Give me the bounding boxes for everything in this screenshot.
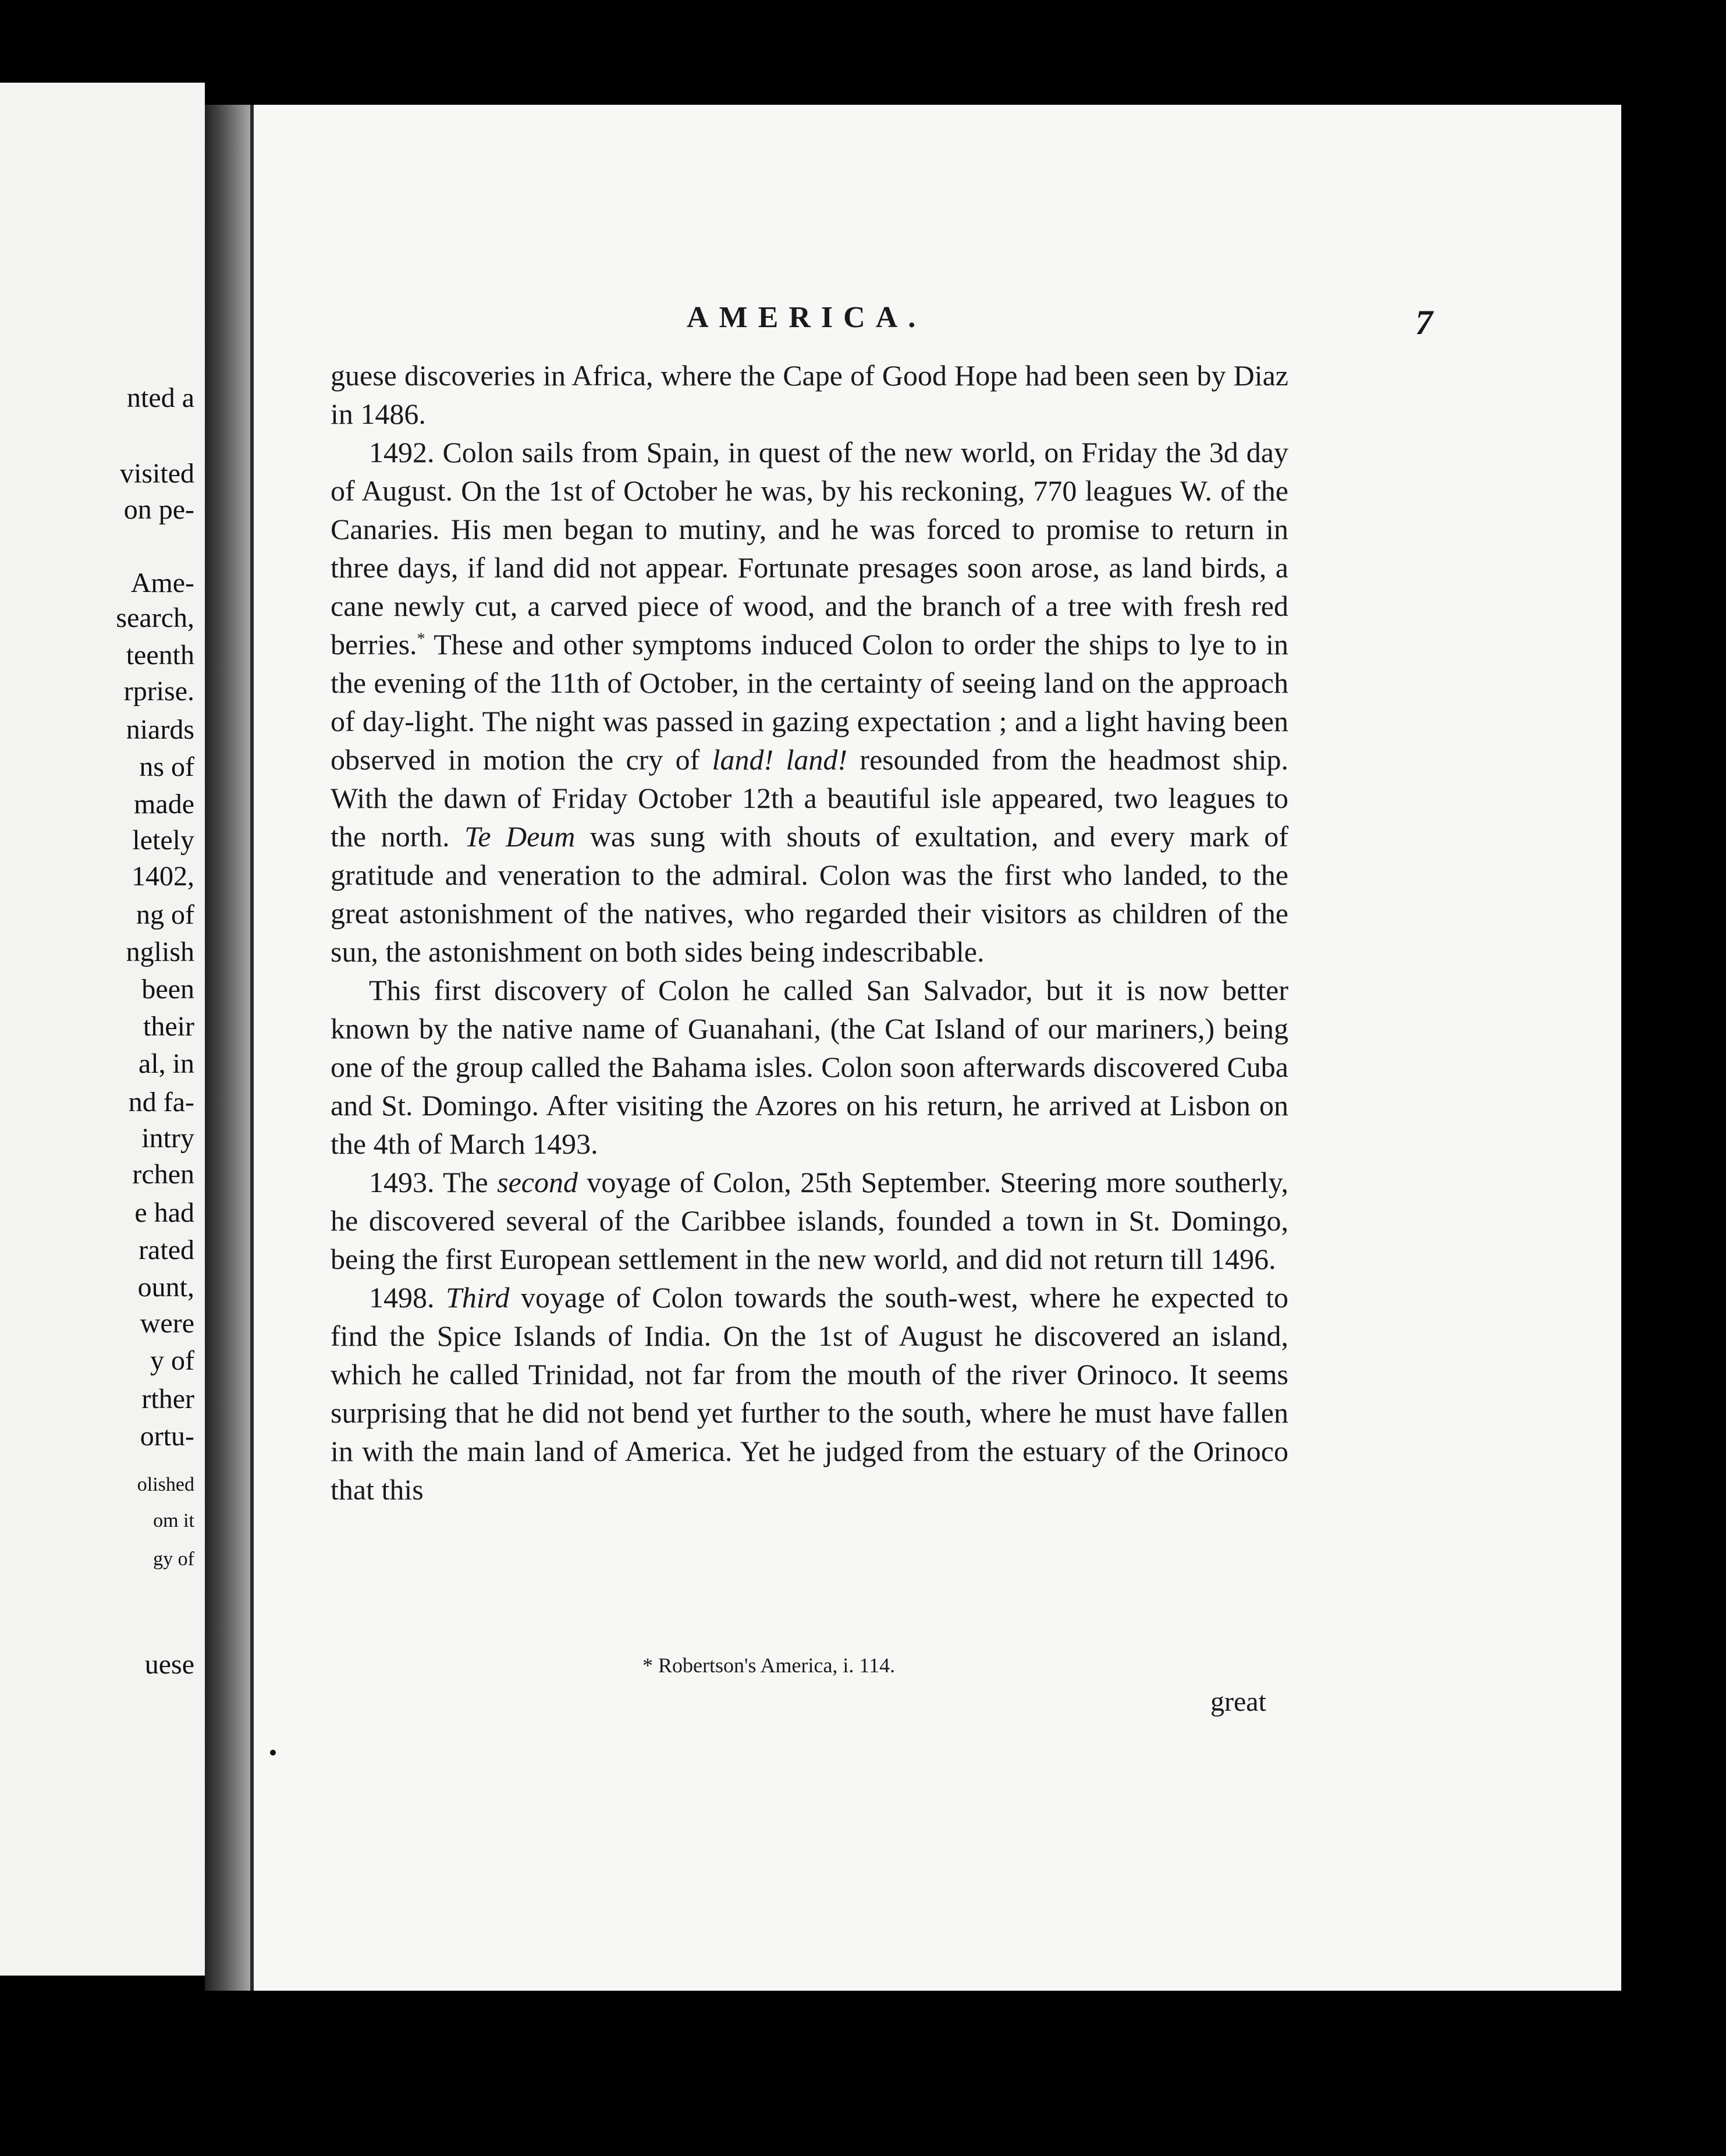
book-gutter — [205, 105, 257, 1991]
text-run: resounded from the headmost ship. With the dawn of Friday October 12th a beautiful isle appeared, two leagues to the north. — [331, 743, 1288, 853]
text-run: voyage of Colon, 25th September. Steering more southerly, he discovered several of the Caribbee islands, founded a town in St. Domingo, being the first European settlement in the new world, and did not return till 1496. — [331, 1166, 1288, 1275]
facing-page-line: ount, — [137, 1272, 194, 1303]
facing-page-line: 1402, — [132, 861, 194, 892]
page-number: 7 — [1415, 303, 1433, 342]
facing-page-line: nted a — [127, 382, 194, 413]
text-run: guese discoveries in Africa, where the Cape of Good Hope had been seen by Diaz in 1486. — [331, 359, 1288, 430]
facing-page-line: uese — [144, 1649, 194, 1680]
facing-page-line: visited — [120, 458, 194, 489]
paragraph — [331, 356, 1288, 433]
text-run: was sung with shouts of exultation, and every mark of gratitude and veneration to the admiral. Colon was the first who landed, to the great astonishment of the natives, who regarded their visitors as children of the sun, the astonishment on both sides being indescribable. — [331, 820, 1288, 968]
facing-page-line: om it — [153, 1510, 194, 1531]
facing-page-line: ng of — [136, 899, 194, 930]
facing-page-line: olished — [137, 1474, 194, 1495]
facing-page-line: rther — [141, 1384, 194, 1414]
footnote: * Robertson's America, i. 114. — [642, 1654, 896, 1677]
facing-page-line: been — [141, 974, 194, 1005]
ink-speck — [270, 1750, 276, 1756]
footnote-marker: * — [417, 630, 425, 648]
text-run: 1493. The — [369, 1166, 498, 1198]
facing-page-line: ortu- — [140, 1421, 194, 1452]
paragraph — [331, 433, 1288, 971]
text-run: 1498. — [369, 1281, 446, 1314]
facing-page-line: ns of — [139, 751, 194, 782]
facing-page-line: letely — [132, 825, 194, 856]
italic-text: Te Deum — [464, 820, 576, 853]
facing-page-line: on pe- — [123, 494, 194, 525]
text-run: These and other symptoms induced Colon to order the ships to lye to in the evening of the 11th of October, in the certainty of seeing land on the approach of day-light. The night was passed in gazing expectation ; and a light having been observed in motion the cry of — [331, 628, 1288, 776]
facing-page-line: intry — [141, 1123, 194, 1154]
body-text — [331, 356, 1288, 1509]
text-run: This first discovery of Colon he called San Salvador, but it is now better known by the native name of Guanahani, (the Cat Island of our mariners,) being one of the group called the Bahama isles. Colon soon afterwards discovered Cuba and St. Domingo. After visiting the Azores on his return, he arrived at Lisbon on the 4th of March 1493. — [331, 974, 1288, 1160]
text-run: voyage of Colon towards the south-west, where he expected to find the Spice Islands of India. On the 1st of August he discovered an island, which he called Trinidad, not far from the mouth of the river Orinoco. It seems surprising that he did not bend yet further to the south, where he must have fallen in with the main land of America. Yet he judged from the estuary of the Orinoco that this — [331, 1281, 1289, 1506]
facing-page-line: Ame- — [130, 568, 194, 598]
paragraph — [331, 971, 1288, 1163]
facing-page-line: rated — [138, 1235, 194, 1265]
facing-page-line: niards — [126, 714, 194, 745]
facing-page-line: teenth — [126, 640, 194, 671]
facing-page-line: search, — [116, 602, 194, 633]
facing-page-line: nglish — [126, 937, 194, 967]
paragraph — [331, 1278, 1288, 1509]
facing-page-line: y of — [150, 1345, 194, 1376]
facing-page-fragment — [0, 83, 205, 1976]
running-title: AMERICA. — [687, 301, 926, 334]
facing-page-line: were — [140, 1308, 194, 1339]
italic-text: second — [497, 1166, 578, 1198]
facing-page-line: gy of — [153, 1548, 194, 1570]
facing-page-line: rprise. — [123, 676, 194, 707]
catchword: great — [1210, 1686, 1266, 1717]
paragraph — [331, 1163, 1288, 1278]
text-run: 1492. Colon sails from Spain, in quest of the new world, on Friday the 3d day of August. On the 1st of October he was, by his reckoning, 770 leagues W. of the Canaries. His men began to mutiny, and he was forced to promise to return in three days, if land did not appear. Fortunate presages soon arose, as land birds, a cane newly cut, a carved piece of wood, and the branch of a tree with fresh red berries. — [331, 436, 1288, 661]
facing-page-line: al, in — [138, 1048, 194, 1079]
facing-page-line: made — [134, 789, 194, 820]
facing-page-line: e had — [134, 1197, 194, 1228]
facing-page-line: rchen — [132, 1159, 194, 1190]
italic-text: land! land! — [712, 743, 848, 776]
facing-page-line: nd fa- — [128, 1087, 194, 1118]
facing-page-line: their — [143, 1011, 194, 1042]
italic-text: Third — [446, 1281, 510, 1314]
